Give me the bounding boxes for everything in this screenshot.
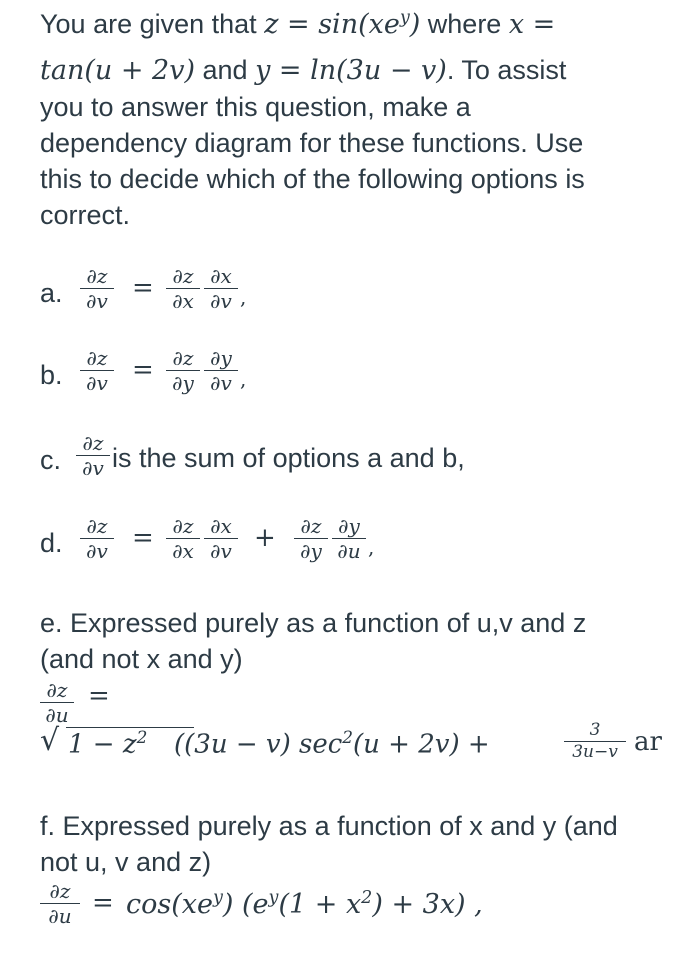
question-line-5: this to decide which of the following options is <box>40 164 585 194</box>
fraction-term-1: ∂z ∂x <box>166 265 200 312</box>
question-line-2 <box>40 52 650 89</box>
option-a <box>40 265 640 325</box>
math-x-eq: x = <box>508 9 556 40</box>
fraction-term-2: ∂y ∂v <box>204 347 238 394</box>
fraction-lhs: ∂z ∂v <box>76 432 110 479</box>
option-f-text-2: not u, v and z) <box>40 847 212 877</box>
sqrt-content: $1 - z^2$ <box>68 727 148 760</box>
option-label: a. <box>40 278 63 308</box>
option-e-text-2: (and not x and y) <box>40 644 243 674</box>
option-c <box>40 432 660 488</box>
equals-sign: = <box>132 523 154 553</box>
option-e <box>40 605 680 785</box>
option-f <box>40 808 680 938</box>
fraction-lhs: ∂z ∂u <box>40 880 80 927</box>
comma: , <box>240 367 247 391</box>
question-text-fragment: and <box>195 55 256 85</box>
option-b <box>40 347 640 407</box>
fraction-lhs: ∂z ∂u <box>40 679 74 726</box>
equals-sign: = <box>88 681 110 711</box>
option-f-text-1: f. Expressed purely as a function of x and y (and <box>40 811 618 841</box>
sqrt-sign: √ <box>40 723 60 758</box>
option-label: d. <box>40 528 63 558</box>
question-text-fragment: where <box>420 9 509 39</box>
fraction-lhs: ∂z ∂v <box>80 347 114 394</box>
truncated-term: ar <box>634 727 662 757</box>
plus-sign: + <box>254 523 276 553</box>
fraction-term-4: ∂y ∂u <box>332 515 366 562</box>
sec-term: ((3u − v) $\sec^2(u + 2v)$ + <box>174 727 490 760</box>
math-z-def: $z = \sin(xe^y)$ <box>264 8 421 40</box>
fraction-term-1: ∂z ∂x <box>166 515 200 562</box>
fraction-3-over-3u-v: 3 3u−v <box>564 721 626 762</box>
equals-sign: = <box>132 273 154 303</box>
equals-sign: = <box>92 888 114 918</box>
option-c-text: is the sum of options a and b, <box>112 443 465 473</box>
fraction-term-1: ∂z ∂y <box>166 347 200 394</box>
fraction-lhs: ∂z ∂v <box>80 515 114 562</box>
comma: , <box>240 285 247 309</box>
fraction-lhs: ∂z ∂v <box>80 265 114 312</box>
option-d <box>40 515 660 575</box>
option-label: b. <box>40 360 63 390</box>
question-text-fragment: . To assist <box>446 55 567 85</box>
question-line-3: you to answer this question, make a <box>40 92 471 122</box>
question-line-6: correct. <box>40 200 131 230</box>
fraction-term-2: ∂x ∂v <box>204 265 238 312</box>
math-y-def: y = ln(3u − v) <box>255 55 447 86</box>
option-f-expression: $\cos(xe^y) (e^y(1 + x^2) + 3x)$ , <box>126 888 483 920</box>
comma: , <box>368 535 375 559</box>
math-x-def: tan(u + 2v) <box>40 55 196 86</box>
question-text <box>40 0 650 233</box>
option-e-expression <box>40 721 680 771</box>
question-text-fragment: You are given that <box>40 9 265 39</box>
option-e-text-1: e. Expressed purely as a function of u,v and z <box>40 608 587 638</box>
question-line-1 <box>40 0 650 43</box>
equals-sign: = <box>132 355 154 385</box>
fraction-term-3: ∂z ∂y <box>294 515 328 562</box>
question-line-4: dependency diagram for these functions. Use <box>40 128 584 158</box>
fraction-term-2: ∂x ∂v <box>204 515 238 562</box>
option-label: c. <box>40 445 62 475</box>
